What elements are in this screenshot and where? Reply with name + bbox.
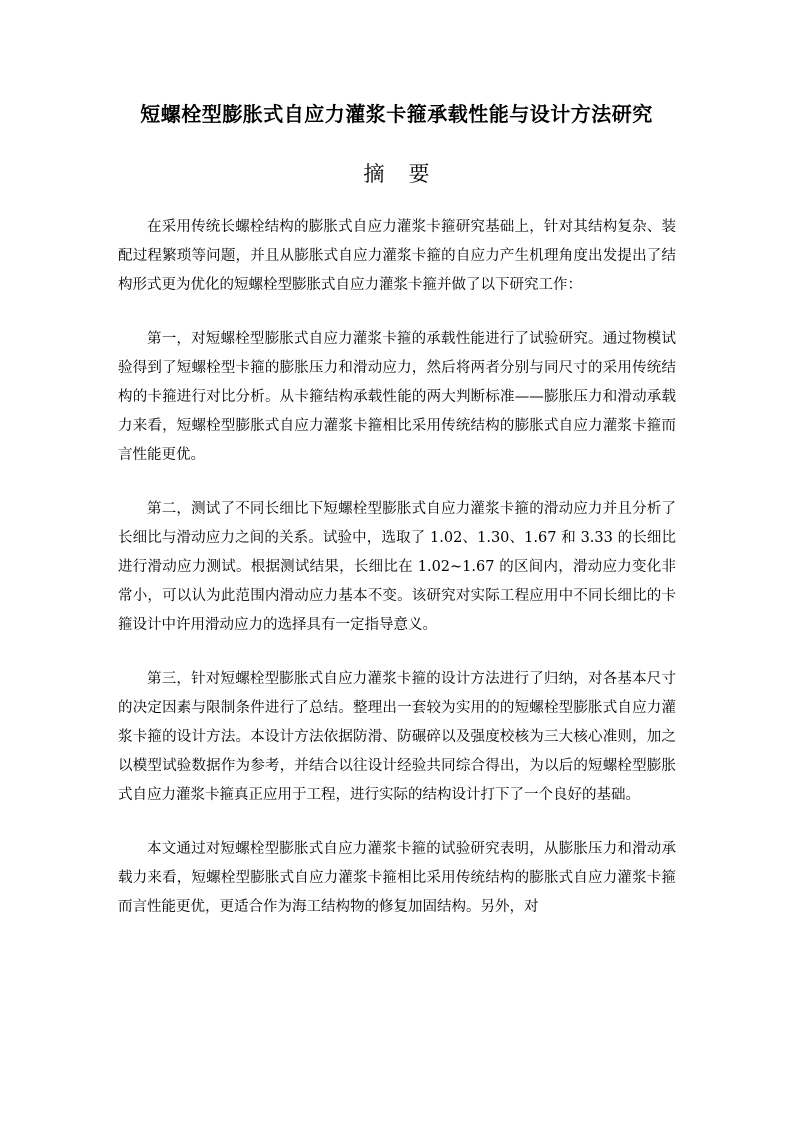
abstract-heading-char-2: 要: [408, 162, 430, 186]
abstract-paragraph-second: 第二，测试了不同长细比下短螺栓型膨胀式自应力灌浆卡箍的滑动应力并且分析了长细比与滑动应力之间的关系。试验中，选取了 1.02、1.30、1.67 和 3.33 的长细比进行滑动应力测试。根据测试结果，长细比在 1.02~1.67 的区间内，滑动应力变化非常小，可以认为此范围内滑动应力基本不变。该研究对实际工程应用中不同长细比的卡箍设计中许用滑动应力的选择具有一定指导意义。: [118, 501, 676, 633]
abstract-paragraph-intro: 在采用传统长螺栓结构的膨胀式自应力灌浆卡箍研究基础上，针对其结构复杂、装配过程繁琐等问题，并且从膨胀式自应力灌浆卡箍的自应力产生机理角度出发提出了结构形式更为优化的短螺栓型膨胀式自应力灌浆卡箍并做了以下研究工作：: [118, 219, 676, 293]
document-title: 短螺栓型膨胀式自应力灌浆卡箍承载性能与设计方法研究: [140, 102, 653, 126]
abstract-paragraph-third: 第三，针对短螺栓型膨胀式自应力灌浆卡箍的设计方法进行了归纳，对各基本尺寸的决定因素与限制条件进行了总结。整理出一套较为实用的的短螺栓型膨胀式自应力灌浆卡箍的设计方法。本设计方法依据防滑、防碾碎以及强度校核为三大核心准则，加之以模型试验数据作为参考，并结合以往设计经验共同综合得出，为以后的短螺栓型膨胀式自应力灌浆卡箍真正应用于工程，进行实际的结构设计打下了一个良好的基础。: [118, 671, 676, 803]
abstract-body: [118, 213, 676, 947]
abstract-paragraph-first: 第一，对短螺栓型膨胀式自应力灌浆卡箍的承载性能进行了试验研究。通过物模试验得到了短螺栓型卡箍的膨胀压力和滑动应力，然后将两者分别与同尺寸的采用传统结构的卡箍进行对比分析。从卡箍结构承载性能的两大判断标准——膨胀压力和滑动承载力来看，短螺栓型膨胀式自应力灌浆卡箍相比采用传统结构的膨胀式自应力灌浆卡箍而言性能更优。: [118, 331, 676, 463]
abstract-heading-char-1: 摘: [363, 162, 385, 186]
abstract-paragraph-conclusion: 本文通过对短螺栓型膨胀式自应力灌浆卡箍的试验研究表明，从膨胀压力和滑动承载力来看，短螺栓型膨胀式自应力灌浆卡箍相比采用传统结构的膨胀式自应力灌浆卡箍而言性能更优，更适合作为海工结构物的修复加固结构。另外，对: [118, 841, 676, 915]
abstract-heading: [0, 159, 793, 189]
